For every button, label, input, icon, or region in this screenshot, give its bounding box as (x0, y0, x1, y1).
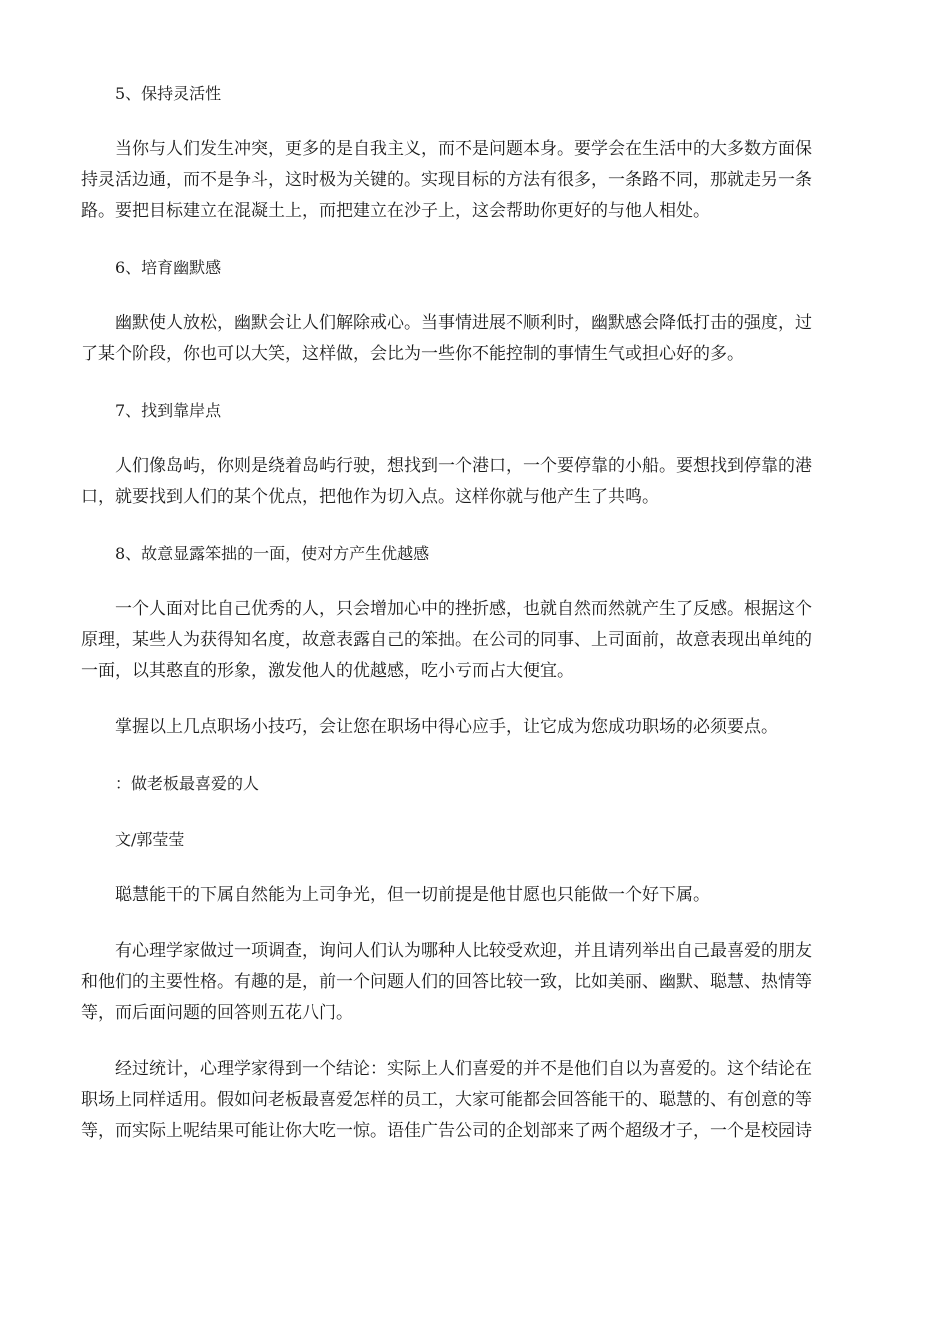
section-heading: 8、故意显露笨拙的一面，使对方产生优越感 (115, 544, 430, 563)
paragraph-line: 持灵活边通，而不是争斗，这时极为关键的。实现目标的方法有很多，一条路不同，那就走另一条 (81, 170, 812, 190)
paragraph-line: 口，就要找到人们的某个优点，把他作为切入点。这样你就与他产生了共鸣。 (81, 487, 659, 507)
paragraph-line: 原理，某些人为获得知名度，故意表露自己的笨拙。在公司的同事、上司面前，故意表现出单纯的 (81, 630, 812, 650)
paragraph-line: 人们像岛屿，你则是绕着岛屿行驶，想找到一个港口，一个要停靠的小船。要想找到停靠的港 (115, 456, 812, 476)
section-heading: 7、找到靠岸点 (115, 401, 222, 420)
paragraph-line: 幽默使人放松，幽默会让人们解除戒心。当事情进展不顺利时，幽默感会降低打击的强度，过 (115, 313, 812, 333)
paragraph-line: 等，而后面问题的回答则五花八门。 (81, 1003, 353, 1023)
paragraph-line: 经过统计，心理学家得到一个结论：实际上人们喜爱的并不是他们自以为喜爱的。这个结论在 (115, 1059, 812, 1079)
section-heading: 6、培育幽默感 (115, 258, 222, 277)
section-heading: 文/郭莹莹 (115, 830, 185, 849)
section-heading: ：做老板最喜爱的人 (115, 774, 260, 793)
section-heading: 5、保持灵活性 (115, 84, 222, 103)
document-body (81, 78, 871, 1172)
paragraph-line: 和他们的主要性格。有趣的是，前一个问题人们的回答比较一致，比如美丽、幽默、聪慧、热情等 (81, 972, 812, 992)
paragraph-line: 有心理学家做过一项调查，询问人们认为哪种人比较受欢迎，并且请列举出自己最喜爱的朋友 (115, 941, 812, 961)
paragraph-line: 了某个阶段，你也可以大笑，这样做，会比为一些你不能控制的事情生气或担心好的多。 (81, 344, 744, 364)
paragraph-line: 路。要把目标建立在混凝土上，而把建立在沙子上，这会帮助你更好的与他人相处。 (81, 201, 710, 221)
paragraph-line: 聪慧能干的下属自然能为上司争光，但一切前提是他甘愿也只能做一个好下属。 (115, 885, 710, 905)
paragraph-line: 职场上同样适用。假如问老板最喜爱怎样的员工，大家可能都会回答能干的、聪慧的、有创意的等 (81, 1090, 812, 1110)
paragraph-line: 一面，以其憨直的形象，激发他人的优越感，吃小亏而占大便宜。 (81, 661, 574, 681)
paragraph-line: 一个人面对比自己优秀的人，只会增加心中的挫折感，也就自然而然就产生了反感。根据这个 (115, 599, 812, 619)
paragraph-line: 当你与人们发生冲突，更多的是自我主义，而不是问题本身。要学会在生活中的大多数方面保 (115, 139, 812, 159)
paragraph-line: 等，而实际上呢结果可能让你大吃一惊。语佳广告公司的企划部来了两个超级才子，一个是校园诗 (81, 1121, 812, 1141)
paragraph-line: 掌握以上几点职场小技巧，会让您在职场中得心应手，让它成为您成功职场的必须要点。 (115, 717, 778, 737)
